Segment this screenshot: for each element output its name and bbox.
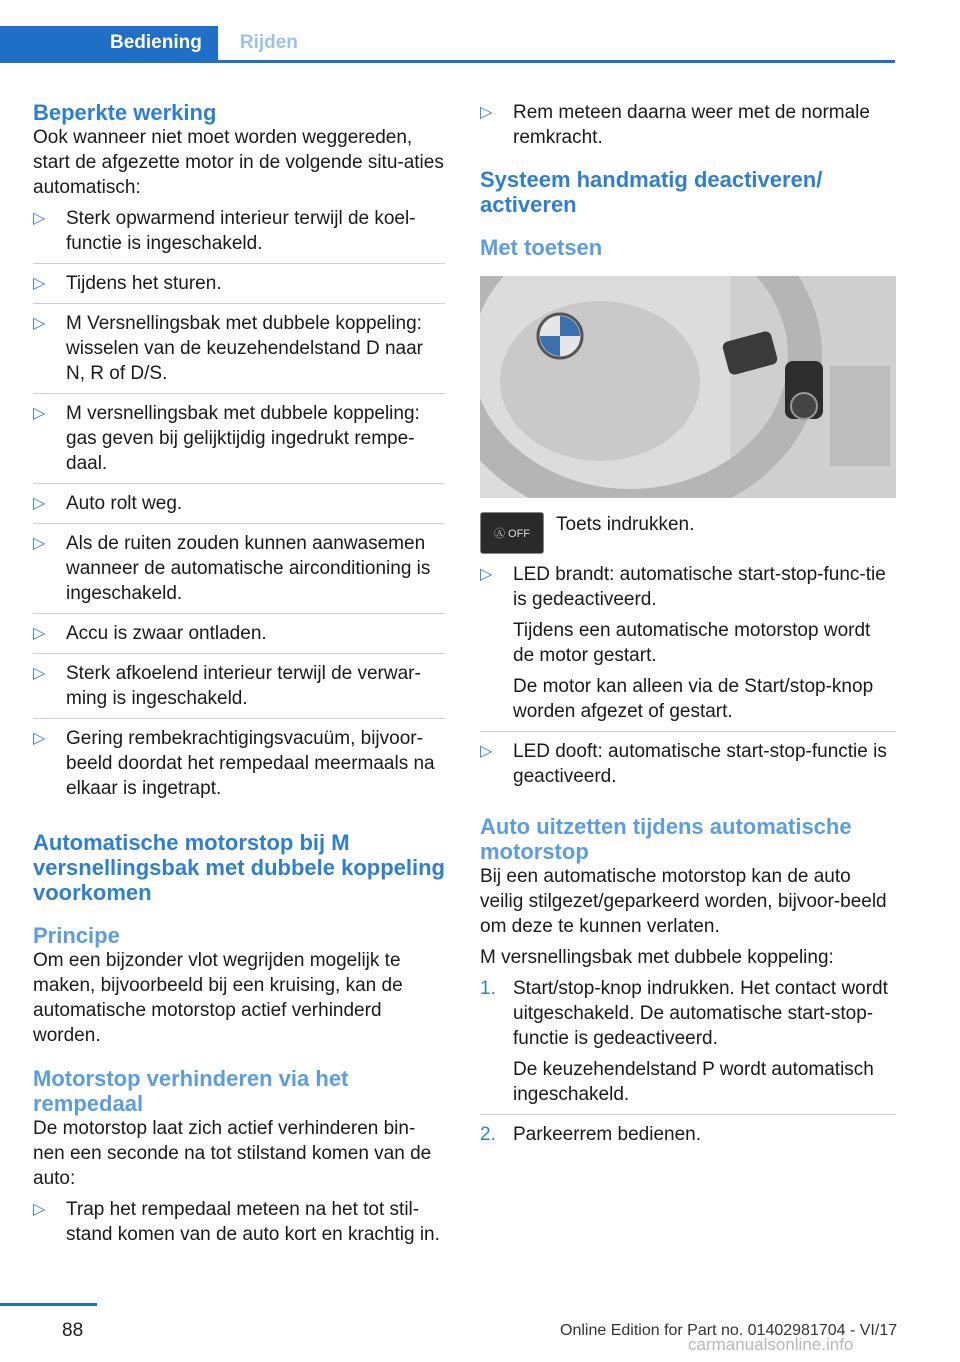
list-item: ▷ Rem meteen daarna weer met de normale remkracht.	[480, 102, 870, 148]
led-list	[480, 562, 896, 796]
intro-paragraph: Ook wanneer niet moet worden weggereden, start de afgezette motor in de volgende situ-aties automatisch:	[33, 127, 444, 198]
steps-list	[480, 976, 896, 1154]
button-caption: Toets indrukken.	[556, 514, 695, 535]
right-column	[480, 100, 896, 1161]
continued-list	[480, 100, 896, 157]
triangle-bullet-icon: ▷	[33, 210, 46, 227]
list-item: ▷ Auto rolt weg.	[33, 491, 445, 524]
heading-motorstop-rempedaal: Motorstop verhinderen via het rempedaal	[33, 1066, 349, 1116]
rempedaal-list	[33, 1197, 445, 1254]
heading-motorstop-voorkomen: Automatische motorstop bij M versnellingsbak met dubbele koppeling voorkomen	[33, 830, 445, 905]
list-item: ▷ Gering rembekrachtigingsvacuüm, bijvoor-beeld doordat het rempedaal meermaals na elkaar is ingetrapt.	[33, 728, 435, 799]
uitzetten-paragraph: Bij een automatische motorstop kan de auto veilig stilgezet/geparkeerd worden, bijvoor-beeld om deze te kunnen verlaten.	[480, 866, 887, 937]
section-tabs	[0, 26, 320, 60]
list-item: ▷ Sterk opwarmend interieur terwijl de koel-functie is ingeschakeld.	[33, 206, 445, 264]
triangle-bullet-icon: ▷	[33, 730, 46, 747]
list-item: ▷ Accu is zwaar ontladen.	[33, 621, 445, 654]
triangle-bullet-icon: ▷	[33, 405, 46, 422]
header-rule	[0, 60, 895, 63]
list-item: ▷ M Versnellingsbak met dubbele koppeling: wisselen van de keuzehendelstand D naar N, R of D/S.	[33, 311, 445, 394]
principe-paragraph: Om een bijzonder vlot wegrijden mogelijk te maken, bijvoorbeeld bij een kruising, kan de automatische motorstop actief verhinderd worden.	[33, 950, 403, 1046]
rempedaal-paragraph: De motorstop laat zich actief verhinderen bin-nen een seconde na tot stilstand komen van de auto:	[33, 1118, 432, 1189]
list-item: ▷ LED brandt: automatische start-stop-func-tie is gedeactiveerd. Tijdens een automatische motorstop wordt de motor gestart. De motor kan alleen via de Start/stop-knop worden afgezet of gestart.	[480, 562, 896, 732]
page-header	[0, 0, 960, 64]
button-caption-row	[480, 512, 896, 554]
steering-wheel-illustration	[480, 276, 896, 498]
triangle-bullet-icon: ▷	[33, 275, 46, 292]
triangle-bullet-icon: ▷	[33, 535, 46, 552]
heading-beperkte-werking: Beperkte werking	[33, 100, 217, 125]
triangle-bullet-icon: ▷	[33, 625, 46, 642]
tab-rijden[interactable]: Rijden	[239, 32, 298, 53]
situations-list	[33, 206, 445, 808]
list-item: ▷ Tijdens het sturen.	[33, 271, 445, 304]
left-column	[33, 100, 445, 1261]
triangle-bullet-icon: ▷	[33, 315, 46, 332]
list-item: ▷ LED dooft: automatische start-stop-functie is geactiveerd.	[480, 741, 887, 787]
heading-handmatig: Systeem handmatig deactiveren/ activeren	[480, 167, 823, 217]
list-item: 2. Parkeerrem bedienen.	[480, 1124, 701, 1145]
page-number: 88	[62, 1320, 84, 1341]
list-item: ▷ Sterk afkoelend interieur terwijl de verwar-ming is ingeschakeld.	[33, 661, 445, 719]
list-item: 1. Start/stop-knop indrukken. Het contact wordt uitgeschakeld. De automatische start-stop-functie is gedeactiveerd. De keuzehendelstand P wordt automatisch ingeschakeld.	[480, 976, 896, 1115]
list-item: ▷ M versnellingsbak met dubbele koppeling: gas geven bij gelijktijdig ingedrukt rempe-daal.	[33, 401, 445, 484]
triangle-bullet-icon: ▷	[33, 1201, 46, 1218]
heading-met-toetsen: Met toetsen	[480, 235, 603, 260]
triangle-bullet-icon: ▷	[33, 495, 46, 512]
steering-wheel-photo	[480, 276, 896, 498]
triangle-bullet-icon: ▷	[480, 566, 493, 583]
auto-start-stop-off-button-icon: Ⓐ OFF	[480, 512, 544, 554]
heading-principe: Principe	[33, 923, 120, 948]
triangle-bullet-icon: ▷	[480, 104, 493, 121]
triangle-bullet-icon: ▷	[480, 743, 493, 760]
footer-rule	[0, 1303, 97, 1306]
list-item: ▷ Als de ruiten zouden kunnen aanwasemen wanneer de automatische airconditioning is ingeschakeld.	[33, 531, 445, 614]
heading-auto-uitzetten: Auto uitzetten tijdens automatische motorstop	[480, 814, 852, 864]
triangle-bullet-icon: ▷	[33, 665, 46, 682]
list-item: ▷ Trap het rempedaal meteen na het tot stil-stand komen van de auto kort en krachtig in.	[33, 1199, 440, 1245]
transmission-note: M versnellingsbak met dubbele koppeling:	[480, 947, 834, 968]
edition-note: Online Edition for Part no. 01402981704 - VI/17	[560, 1322, 898, 1339]
watermark: carmanualsonline.info	[688, 1335, 854, 1354]
tab-bediening[interactable]: Bediening	[0, 26, 218, 60]
